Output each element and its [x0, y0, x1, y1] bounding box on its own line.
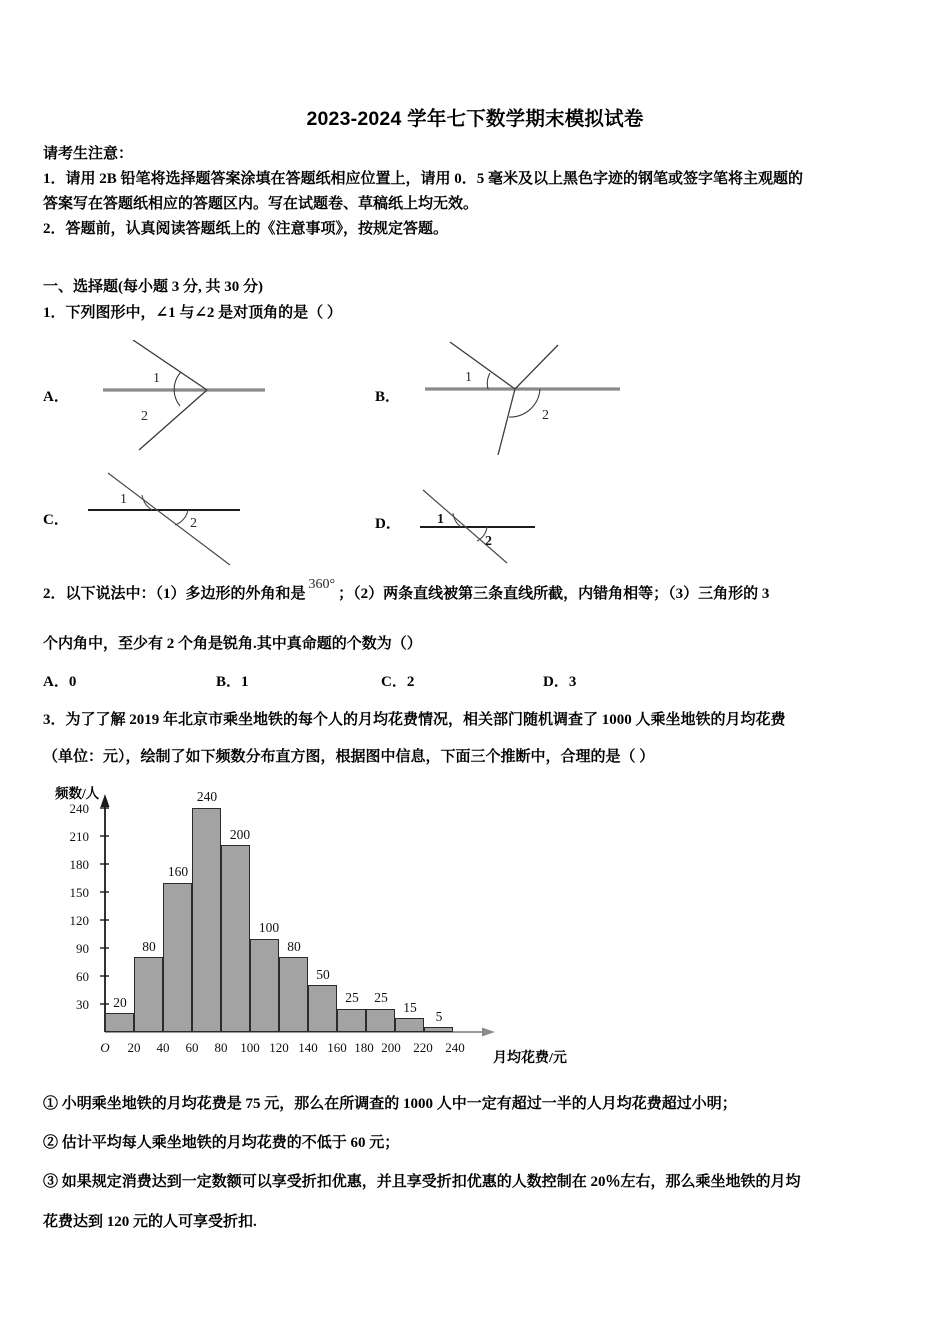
option-c-figure [80, 465, 280, 570]
y-tick-150: 150 [69, 885, 89, 900]
bar-value-40-60: 160 [167, 864, 189, 879]
option-b-label[interactable]: B． [375, 389, 401, 405]
x-tick-140: 140 [298, 1040, 318, 1055]
option-b-figure [420, 337, 630, 462]
y-tick-30: 30 [76, 997, 89, 1012]
x-axis-label: 月均花费/元 [493, 1051, 567, 1066]
option-a-figure [95, 340, 285, 455]
x-tick-origin: O [100, 1040, 110, 1055]
svg-text:1: 1 [465, 370, 472, 385]
svg-text:2: 2 [542, 408, 549, 423]
x-tick-60: 60 [185, 1040, 199, 1055]
bar-value-100-120: 100 [258, 920, 280, 935]
y-tick-90: 90 [76, 941, 89, 956]
x-tick-120: 120 [269, 1040, 289, 1055]
option-d-label[interactable]: D． [375, 516, 401, 532]
svg-text:1: 1 [120, 492, 127, 507]
q2-choice-d[interactable]: D．3 [543, 674, 577, 690]
question-3-stem-line1: 3．为了了解 2019 年北京市乘坐地铁的每个人的月均花费情况，相关部门随机调查了 1000 人乘坐地铁的月均花费 [43, 712, 786, 728]
q2-choice-b[interactable]: B．1 [216, 674, 249, 690]
bar-value-20-40: 80 [142, 939, 156, 954]
question-3-statement-2: ② 估计平均每人乘坐地铁的月均花费的不低于 60 元； [43, 1135, 400, 1151]
question-3-statement-3-cont: 花费达到 120 元的人可享受折扣. [43, 1214, 257, 1230]
y-tick-210: 210 [69, 829, 89, 844]
question-2-stem-part-b: ；（2）两条直线被第三条直线所截，内错角相等；（3）三角形的 3 [338, 586, 770, 602]
bar-value-180-200: 25 [374, 990, 388, 1005]
bar-40-60 [163, 883, 192, 1032]
notice-item-1-cont: 答案写在答题纸相应的答题区内。写在试题卷、草稿纸上均无效。 [43, 196, 479, 212]
question-3-statement-1: ① 小明乘坐地铁的月均花费是 75 元，那么在所调查的 1000 人中一定有超过一半的人月均花费超过小明； [43, 1096, 737, 1112]
question-2-value-360: 360° [308, 577, 336, 592]
page-title: 2023-2024 学年七下数学期末模拟试卷 [306, 108, 644, 130]
svg-text:1: 1 [153, 371, 160, 386]
bar-value-80-100: 200 [229, 827, 251, 842]
bar-value-140-160: 50 [316, 967, 330, 982]
section-heading-choice: 一、选择题(每小题 3 分, 共 30 分) [43, 279, 263, 295]
frequency-histogram [45, 782, 565, 1082]
question-2-stem-part-a: 2．以下说法中：（1）多边形的外角和是 [43, 586, 306, 602]
x-tick-200: 200 [381, 1040, 401, 1055]
question-2-stem-line2: 个内角中，至少有 2 个角是锐角.其中真命题的个数为（） [43, 636, 422, 652]
x-tick-160: 160 [327, 1040, 347, 1055]
notice-item-2: 2．答题前，认真阅读答题纸上的《注意事项》，按规定答题。 [43, 221, 449, 237]
option-a-label[interactable]: A． [43, 389, 69, 405]
svg-text:1: 1 [437, 512, 444, 527]
bar-80-100 [221, 845, 250, 1032]
bar-value-0-20: 20 [113, 995, 127, 1010]
y-tick-240: 240 [69, 801, 89, 816]
bar-160-180 [337, 1009, 366, 1032]
x-tick-40: 40 [156, 1040, 170, 1055]
option-c-label[interactable]: C． [43, 512, 69, 528]
y-tick-180: 180 [69, 857, 89, 872]
x-tick-220: 220 [413, 1040, 433, 1055]
y-tick-120: 120 [69, 913, 89, 928]
svg-text:2: 2 [190, 516, 197, 531]
q2-choice-c[interactable]: C．2 [381, 674, 415, 690]
y-tick-60: 60 [76, 969, 89, 984]
bar-value-120-140: 80 [287, 939, 301, 954]
bar-value-60-80: 240 [196, 789, 218, 804]
notice-block [43, 142, 911, 242]
y-axis-label: 频数/人 [55, 786, 100, 801]
notice-heading: 请考生注意： [43, 146, 134, 162]
x-tick-240: 240 [445, 1040, 465, 1055]
bar-value-160-180: 25 [345, 990, 359, 1005]
bar-value-220-240: 5 [435, 1009, 443, 1024]
question-1-stem: 1．下列图形中，∠1 与∠2 是对顶角的是（ ） [43, 305, 342, 321]
bar-0-20 [105, 1013, 134, 1032]
svg-text:2: 2 [141, 409, 148, 424]
histogram-svg [45, 782, 565, 1082]
q2-choice-a[interactable]: A．0 [43, 674, 77, 690]
x-tick-100: 100 [240, 1040, 260, 1055]
option-d-figure [415, 485, 595, 575]
bar-value-200-220: 15 [403, 1000, 417, 1015]
svg-text:2: 2 [485, 534, 492, 549]
question-3-statement-3: ③ 如果规定消费达到一定数额可以享受折扣优惠，并且享受折扣优惠的人数控制在 20％左右，那么乘坐地铁的月均 [43, 1174, 801, 1190]
x-tick-20: 20 [127, 1040, 141, 1055]
bar-220-240 [424, 1027, 453, 1032]
x-tick-180: 180 [354, 1040, 374, 1055]
x-tick-80: 80 [214, 1040, 228, 1055]
question-3-stem-line2: （单位：元），绘制了如下频数分布直方图，根据图中信息，下面三个推断中，合理的是（ ） [43, 749, 655, 765]
question-2-stem [43, 577, 915, 607]
notice-item-1: 1．请用 2B 铅笔将选择题答案涂填在答题纸相应位置上，请用 0．5 毫米及以上黑色字迹的钢笔或签字笔将主观题的 [43, 171, 804, 187]
